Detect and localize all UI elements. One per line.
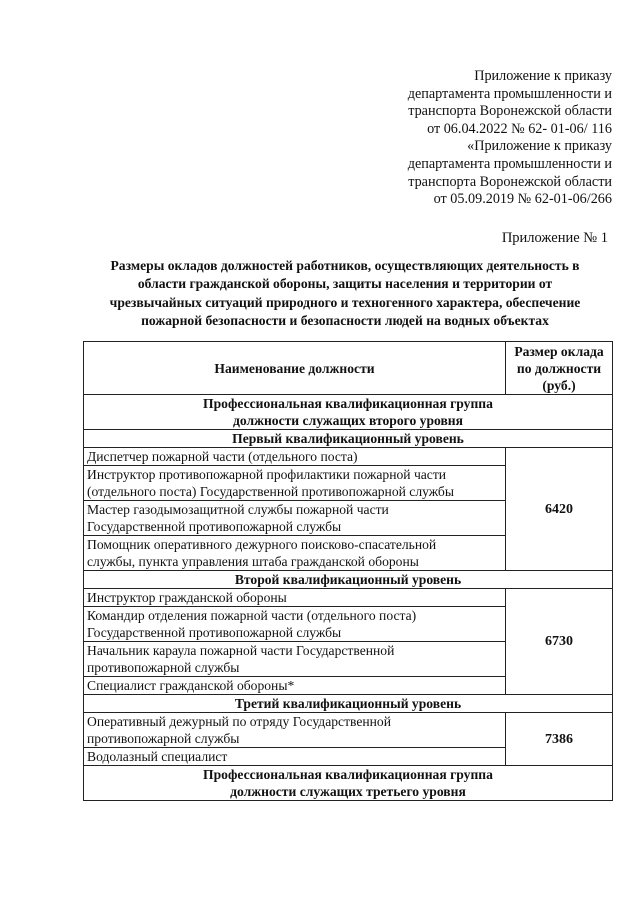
position-text: Помощник оперативного дежурного поисково-спасательной xyxy=(87,537,437,552)
position-text: Оперативный дежурный по отряду Государственной xyxy=(87,714,391,729)
group-row xyxy=(84,395,613,430)
position-text: Государственной противопожарной службы xyxy=(87,625,342,640)
position-cell xyxy=(84,466,506,501)
group-heading xyxy=(84,766,613,801)
position-cell xyxy=(84,748,506,766)
position-cell xyxy=(84,642,506,677)
salary-header-line: (руб.) xyxy=(542,377,576,393)
table-header-row xyxy=(84,342,613,395)
level-heading: Второй квалификационный уровень xyxy=(84,571,613,589)
level-row xyxy=(84,430,613,448)
position-cell xyxy=(84,536,506,571)
salary-cell: 7386 xyxy=(506,713,613,766)
level-heading: Первый квалификационный уровень xyxy=(84,430,613,448)
group-heading-line: Профессиональная квалификационная группа xyxy=(203,767,493,782)
table-row xyxy=(84,589,613,607)
position-text: Командир отделения пожарной части (отдельного поста) xyxy=(87,608,417,623)
header-line: от 05.09.2019 № 62-01-06/266 xyxy=(433,191,612,208)
salary-header-line: по должности xyxy=(516,360,602,376)
position-text: Специалист гражданской обороны* xyxy=(87,678,295,693)
header-line: транспорта Воронежской области xyxy=(408,173,612,190)
group-heading-line: должности служащих второго уровня xyxy=(232,413,463,428)
position-text: Водолазный специалист xyxy=(87,749,228,764)
position-text: Инструктор гражданской обороны xyxy=(87,590,287,605)
header-line: транспорта Воронежской области xyxy=(408,103,612,120)
appendix-number: Приложение № 1 xyxy=(501,230,608,246)
salary-table xyxy=(83,341,613,801)
table-row xyxy=(84,448,613,466)
group-heading xyxy=(84,395,613,430)
header-line: «Приложение к приказу xyxy=(467,138,612,155)
title-line: области гражданской обороны, защиты населения и территории от xyxy=(137,276,553,292)
table-row xyxy=(84,713,613,748)
group-heading-line: должности служащих третьего уровня xyxy=(230,784,466,799)
position-text: Диспетчер пожарной части (отдельного поста) xyxy=(87,449,358,464)
salary-header-line: Размер оклада xyxy=(514,343,604,359)
header-line: Приложение к приказу xyxy=(474,68,612,84)
position-cell xyxy=(84,448,506,466)
title-line: чрезвычайных ситуаций природного и техногенного характера, обеспечение xyxy=(109,294,581,310)
header-line: от 06.04.2022 № 62- 01-06/ 116 xyxy=(427,120,612,137)
position-text: Начальник караула пожарной части Государственной xyxy=(87,643,395,658)
position-cell xyxy=(84,713,506,748)
position-cell xyxy=(84,677,506,695)
header-line: департамента промышленности и xyxy=(407,155,612,172)
document-title xyxy=(80,257,610,331)
level-row xyxy=(84,695,613,713)
position-cell xyxy=(84,501,506,536)
position-cell xyxy=(84,607,506,642)
position-text: Мастер газодымозащитной службы пожарной части xyxy=(87,502,389,517)
column-header-position: Наименование должности xyxy=(84,342,506,395)
order-header xyxy=(380,68,612,209)
position-text: Государственной противопожарной службы xyxy=(87,519,342,534)
position-text: противопожарной службы xyxy=(87,660,240,675)
salary-cell: 6420 xyxy=(506,448,613,571)
title-line: пожарной безопасности и безопасности людей на водных объектах xyxy=(141,313,549,329)
position-cell xyxy=(84,589,506,607)
position-text: службы, пункта управления штаба гражданской обороны xyxy=(87,554,419,569)
group-heading-line: Профессиональная квалификационная группа xyxy=(203,396,493,411)
column-header-salary xyxy=(506,342,613,395)
level-row xyxy=(84,571,613,589)
group-row xyxy=(84,766,613,801)
position-text: Инструктор противопожарной профилактики пожарной части xyxy=(87,467,447,482)
title-line: Размеры окладов должностей работников, осуществляющих деятельность в xyxy=(110,258,580,273)
level-heading: Третий квалификационный уровень xyxy=(84,695,613,713)
position-text: (отдельного поста) Государственной противопожарной службы xyxy=(87,484,454,499)
salary-cell: 6730 xyxy=(506,589,613,695)
header-line: департамента промышленности и xyxy=(407,85,612,102)
position-text: противопожарной службы xyxy=(87,731,240,746)
